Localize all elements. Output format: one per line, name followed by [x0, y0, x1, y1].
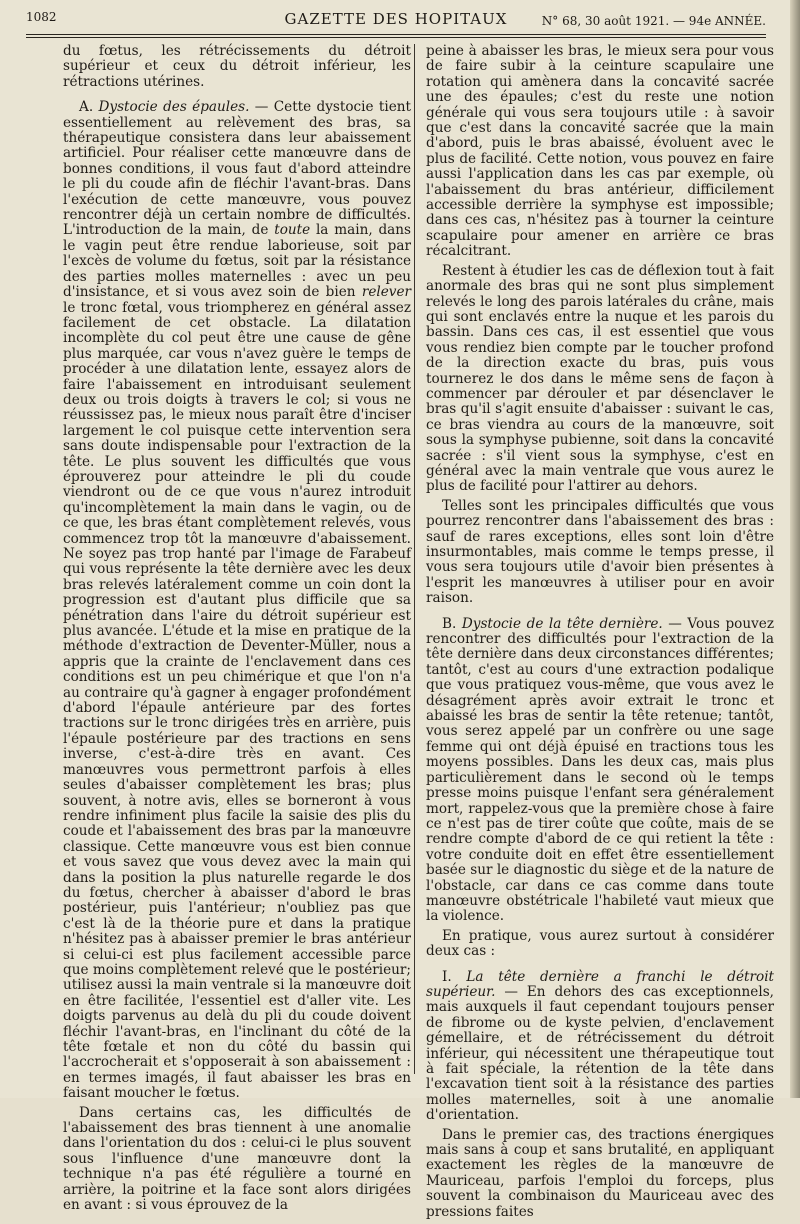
page-header	[26, 8, 766, 34]
subsection-label: I.	[442, 968, 467, 985]
subsection-title: La tête dernière a franchi le détroit supérieur.	[426, 968, 775, 1000]
left-column	[63, 44, 411, 1217]
section-title: Dystocie de la tête dernière.	[461, 615, 663, 632]
paragraph: Telles sont les principales difficultés que vous pourrez rencontrer dans l'abaissement des bras : sauf de rares exceptions, elles sont loin d'être insurmontables, mais comme le temps presse, il vous sera toujours utile d'avoir bien présentes à l'esprit les manœuvres à utiliser pour en avoir raison.	[426, 497, 774, 607]
paragraph: Dans certains cas, les difficultés de l'abaissement des bras tiennent à une anomalie dans l'orientation du dos : celui-ci le plus souvent sous l'influence d'une manœuvre dont la technique n'a pas été régulière a tourné en arrière, la poitrine et la face sont alors dirigées en avant : si vous éprouvez de la	[63, 1104, 411, 1214]
page-number: 1082	[26, 10, 57, 24]
paragraph-text: — Cette dystocie tient essentiellement au relèvement des bras, sa thérapeutique consistera dans leur abaissement artificiel. Pour réaliser cette manœuvre dans de bonnes conditions, il vous faut d'abord atteindre le pli du coude afin de fléchir l'avant-bras. Dans l'exécution de cette manœuvre, vous pouvez rencontrer déjà un certain nombre de difficultés. L'introduction de la main, de	[63, 99, 411, 239]
paragraph: peine à abaisser les bras, le mieux sera pour vous de faire subir à la ceinture scapulaire une rotation qui amènera dans la concavité sacrée une des épaules; c'est du reste une notion générale qui vous sera toujours utile : à savoir que c'est dans la concavité sacrée que la main d'abord, puis le bras abaissé, évoluent avec le plus de facilité. Cette notion, vous pouvez en faire aussi l'application dans les cas par exemple, où l'abaissement du bras antérieur, difficilement accessible derrière la symphyse est impossible; dans ces cas, n'hésitez pas à tourner la ceinture scapulaire pour amener en arrière ce bras récalcitrant.	[426, 43, 774, 260]
section-a-paragraph	[63, 100, 411, 1101]
page-edge-shadow	[790, 0, 800, 1098]
section-b-paragraph	[426, 617, 774, 925]
section-label: A.	[79, 99, 99, 116]
paragraph-text: le tronc fœtal, vous triompherez en général assez facilement de cet obstacle. La dilatation incomplète du col peut être une cause de gêne plus marquée, car vous n'avez guère le temps de procéder à une dilatation lente, essayez alors de faire l'abaissement en introduisant seulement deux ou trois doigts à travers le col; si vous ne réussissez pas, le mieux nous paraît être d'inciser largement le col puisque cette intervention sera sans doute indispensable pour l'extraction de la tête. Le plus souvent les difficultés que vous éprouverez pour atteindre le pli du coude viendront ou de ce que vous n'aurez introduit qu'incomplètement la main dans le vagin, ou de ce que, les bras étant complètement relevés, vous commencez trop tôt la manœuvre d'abaissement. Ne soyez pas trop hanté par l'image de Farabeuf qui vous représente la tête dernière avec les deux bras relevés latéralement comme un coin dont la progression est d'autant plus difficile que sa pénétration dans l'aire du détroit supérieur est plus avancée. L'étude et la mise en pratique de la méthode d'extraction de Deventer-Müller, nous a appris que la crainte de l'enclavement dans ces conditions est un peu chimérique et que l'on n'a au contraire qu'à gagner à engager profondément d'abord l'épaule antérieure par des fortes tractions sur le tronc dirigées très en arrière, puis l'épaule postérieure par des tractions en sens inverse, c'est-à-dire très en avant. Ces manœuvres vous permettront parfois à elles seules d'abaisser complètement les bras; plus souvent, à notre avis, elles se borneront à vous rendre infiniment plus facile la saisie des plis du coude et l'abaissement des bras par la manœuvre classique. Cette manœuvre vous est bien connue et vous savez que vous devez avec la main qui dans la position la plus naturelle regarde le dos du fœtus, chercher à abaisser d'abord le bras postérieur, puis l'antérieur; n'oubliez pas que c'est là de la théorie pure et dans la pratique n'hésitez pas à abaisser premier le bras antérieur si celui-ci est plus facilement accessible parce que moins complètement relevé que le postérieur; utilisez aussi la main ventrale si la manœuvre doit en être facilitée, l'essentiel est d'aller vite. Les doigts parvenus au delà du pli du coude doivent fléchir l'avant-bras, en l'inclinant du côté de la tête fœtale et non du côté du bassin qui l'accrocherait et s'opposerait à son abaissement : en termes imagés, il faut abaisser les bras en faisant moucher le fœtus.	[63, 299, 411, 1102]
paragraph: En pratique, vous aurez surtout à considérer deux cas :	[426, 927, 774, 960]
paragraph-text: — Vous pouvez rencontrer des difficultés pour l'extraction de la tête dernière dans deux circonstances différentes; tantôt, c'est au cours d'une extraction podalique que vous pratiquez vous-même, que vous avez le désagrément après avoir extrait le tronc et abaissé les bras de sentir la tête retenue; tantôt, vous serez appelé par un confrère ou une sage femme qui ont déjà épuisé en tractions tous les moyens possibles. Dans les deux cas, mais plus particulièrement dans le second où le temps presse moins puisque l'enfant sera généralement mort, rappelez-vous que la première chose à faire ce n'est pas de tirer coûte que coûte, mais de se rendre compte d'abord de ce qui retient la tête : votre conduite doit en effet être essentiellement basée sur le diagnostic du siège et de la nature de l'obstacle, car dans ce cas comme dans toute manœuvre obstétricale l'habileté vaut mieux que la violence.	[426, 615, 774, 925]
journal-title: GAZETTE DES HOPITAUX	[284, 10, 508, 28]
paragraph-text: — En dehors des cas exceptionnels, mais auxquels il faut cependant toujours penser de fibrome ou de kyste pelvien, d'enclavement gémellaire, et de rétrécissement du détroit inférieur, qui nécessitent une thérapeutique tout à fait spéciale, la rétention de la tête dans l'excavation tient soit à la résistance des parties molles maternelles, soit à une anomalie d'orientation.	[426, 983, 774, 1124]
paragraph: Restent à étudier les cas de déflexion tout à fait anormale des bras qui ne sont plus simplement relevés le long des parois latérales du crâne, mais qui sont enclavés entre la nuque et les parois du bassin. Dans ces cas, il est essentiel que vous vous rendiez bien compte par le toucher profond de la direction exacte du bras, puis vous tournerez le dos dans le même sens de façon à commencer par dérouler et par désenclaver le bras qu'il s'agit ensuite d'abaisser : suivant le cas, ce bras viendra au cours de la manœuvre, soit sous la symphyse pubienne, soit dans la concavité sacrée : s'il vient sous la symphyse, c'est en général avec la main ventrale que vous aurez le plus de facilité pour l'attirer au dehors.	[426, 262, 774, 495]
subsection-i-paragraph	[426, 970, 774, 1124]
paragraph-text: la main, dans le vagin peut être rendue laborieuse, soit par l'excès de volume du fœtus, soit par la résistance des parties molles maternelles : avec un peu d'insistance, et si vous avez soin de bien	[63, 222, 411, 301]
right-column	[426, 44, 774, 1224]
paragraph: Dans le premier cas, des tractions énergiques mais sans à coup et sans brutalité, en appliquant exactement les règles de la manœuvre de Mauriceau, parfois l'emploi du forceps, plus souvent la combinaison du Mauriceau avec des pressions faites	[426, 1126, 774, 1220]
section-title: Dystocie des épaules.	[98, 99, 250, 116]
header-rule	[26, 34, 766, 35]
issue-info: N° 68, 30 août 1921. — 94e ANNÉE.	[541, 14, 766, 28]
emphasis: toute	[274, 222, 311, 239]
section-label: B.	[442, 615, 462, 632]
column-divider	[414, 44, 415, 1074]
emphasis: relever	[361, 284, 411, 301]
header-rule-double	[26, 37, 766, 38]
paragraph: du fœtus, les rétrécissements du détroit supérieur et ceux du détroit inférieur, les rétractions utérines.	[63, 43, 411, 90]
